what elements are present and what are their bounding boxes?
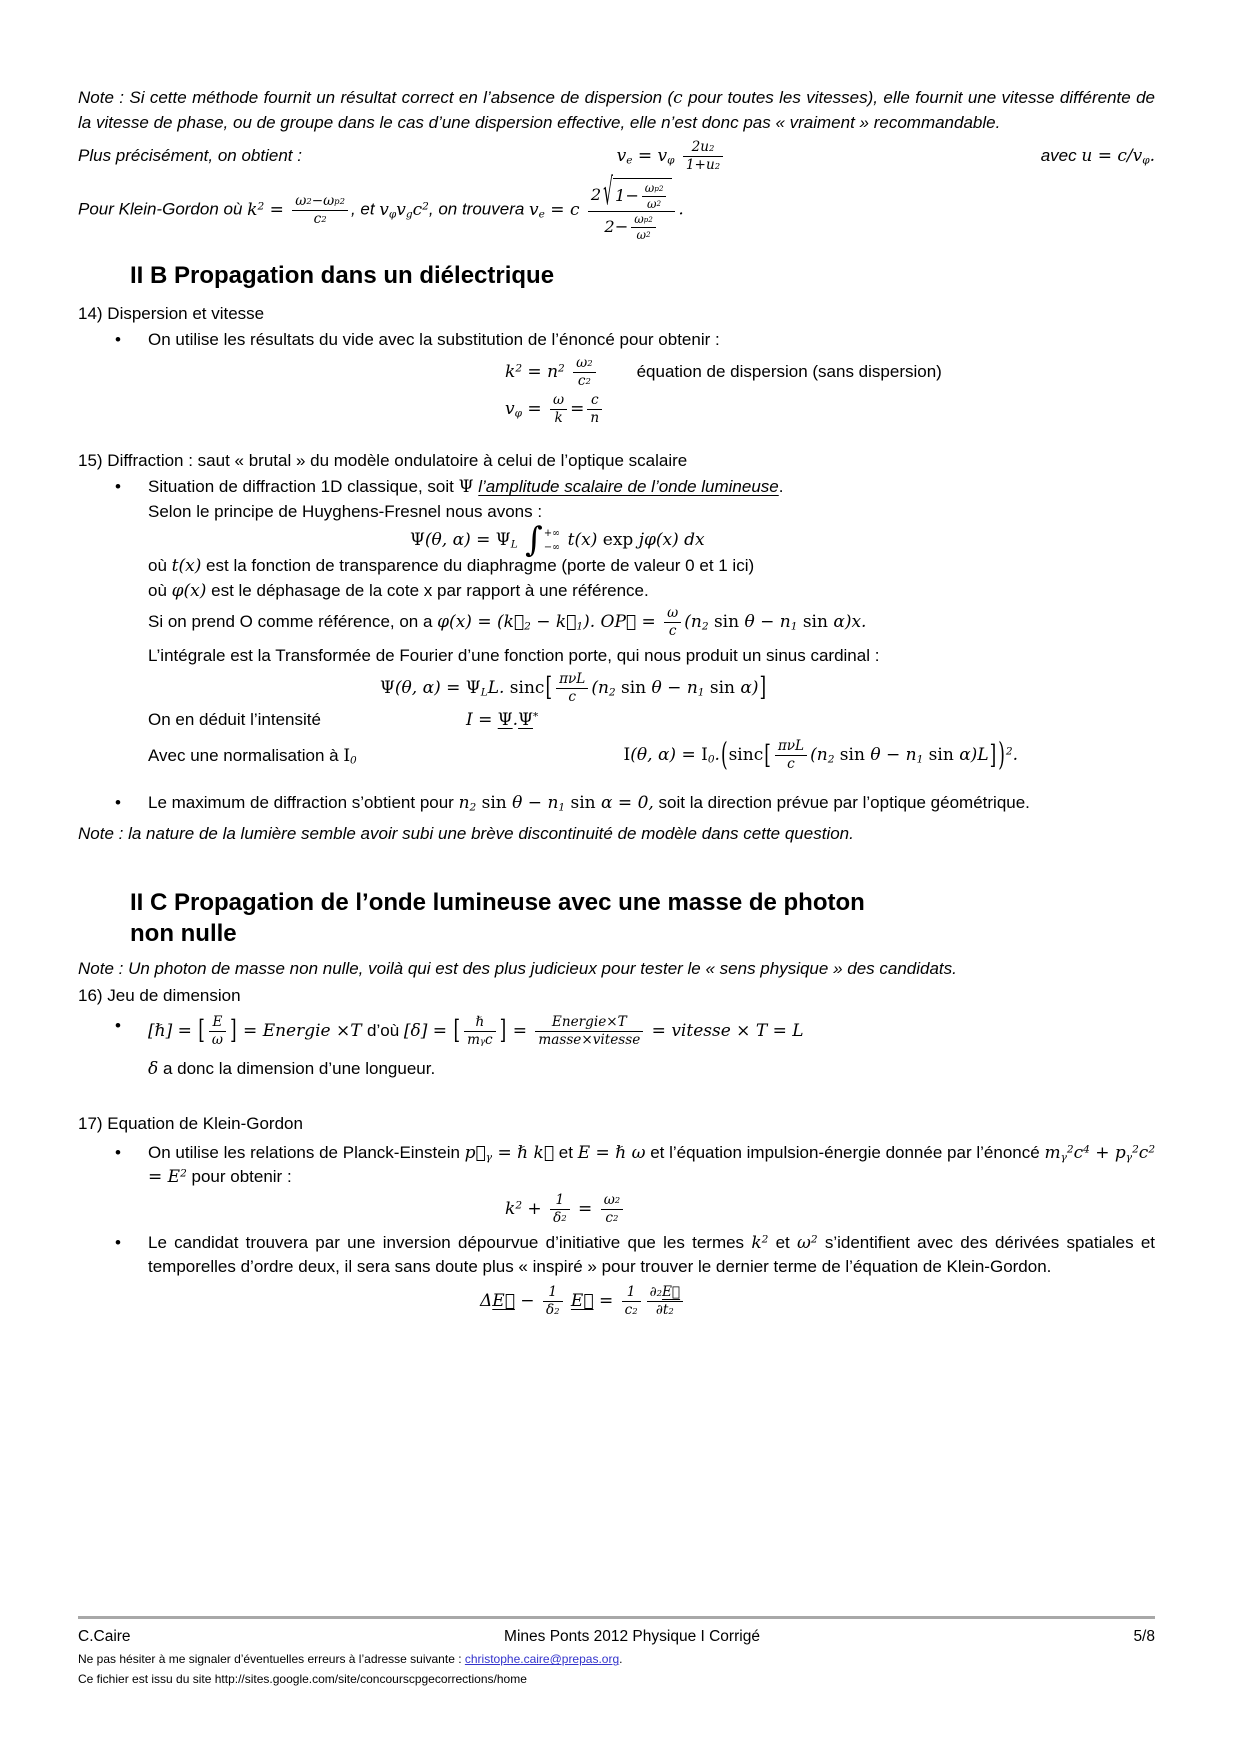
dim-frac-1 xyxy=(209,1014,226,1049)
q15-dephasage-line: où φ(x) est le déphasage de la cote x par rapport à une référence. xyxy=(148,580,649,601)
equation-huyghens-integral xyxy=(148,519,1155,560)
question-17-label: 17) Equation de Klein-Gordon xyxy=(78,1113,303,1133)
footer-author: C.Caire xyxy=(78,1628,131,1645)
dim-hbar: [ℏ] = xyxy=(148,1021,198,1042)
square-root xyxy=(603,170,672,214)
plus-label: Plus précisément, on obtient : xyxy=(78,146,302,166)
q15-ref-text: Si on prend O comme référence, on a xyxy=(148,612,438,632)
kg-num-lead: 2 xyxy=(590,184,602,204)
frac-num: Energie×T xyxy=(535,1014,643,1032)
eq2-note: équation de dispersion (sans dispersion) xyxy=(636,361,942,381)
equation-klein-gordon-dispersion xyxy=(148,1192,1155,1227)
radicand xyxy=(613,178,672,211)
q15-fourier-line: L’intégrale est la Transformée de Fourier d’une fonction porte, qui nous produit un sinus cardinal : xyxy=(148,646,880,666)
frac-den: c xyxy=(668,623,677,640)
bullet-q17a xyxy=(78,1141,1155,1227)
integral-upper-limit: +∞ xyxy=(543,527,561,539)
kg-main-num xyxy=(588,170,676,214)
eq-ve-lhs: $v_e = v_\varphi$ xyxy=(616,146,675,167)
kg-den-fraction xyxy=(631,212,656,242)
frac-num: πνL xyxy=(556,671,588,689)
footer-contact-text: Ne pas hésiter à me signaler d’éventuelles erreurs à l’adresse suivante : xyxy=(78,1652,465,1667)
eq7-period: . xyxy=(1012,745,1018,766)
frac-num: ω xyxy=(664,605,681,623)
dim-frac-2 xyxy=(464,1014,496,1049)
bullet-q17b xyxy=(78,1231,1155,1319)
klein-gordon-line xyxy=(78,170,1155,242)
bullet-q16 xyxy=(78,1014,1155,1082)
frac-num: πνL xyxy=(775,738,807,756)
frac-num: ω 2 −ω p 2 xyxy=(292,193,348,211)
frac-den: c 2 xyxy=(313,210,327,227)
eq5-fraction xyxy=(556,671,588,706)
bullet-icon: • xyxy=(115,1016,121,1036)
dim-equals: = xyxy=(507,1021,533,1042)
right-paren: ) xyxy=(998,736,1005,774)
eq5-pre: Ψ(θ, $\alpha) = \Psi_LL$. sinc xyxy=(380,677,545,699)
q15-normalisation-label: Avec une normalisation à $I_0$ xyxy=(148,745,357,766)
kg-den-lead: 2− xyxy=(604,217,629,237)
footer-contact-line xyxy=(78,1651,1155,1667)
footer-title: Mines Ponts 2012 Physique I Corrigé xyxy=(504,1628,760,1645)
kg-main-fraction xyxy=(588,170,676,242)
frac-num: ω 2 xyxy=(573,355,595,373)
note-photon: Note : Un photon de masse non nulle, voilà qui est des plus judicieux pour tester le « sens physique » des candidats. xyxy=(78,959,957,979)
section-title-IIB: II B Propagation dans un diélectrique xyxy=(130,262,555,290)
bullet-icon: • xyxy=(115,1232,121,1252)
q15-maximum-line: Le maximum de diffraction s’obtient pour $n_2$ $\sin \theta - n_1$ sin α = 0, soit la direction prévue par l’optique géométrique. xyxy=(148,793,1030,814)
left-bracket: [ xyxy=(198,1015,205,1047)
integral-sign: ∫ xyxy=(525,519,543,560)
bullet-q17a-content xyxy=(148,1141,1155,1227)
frac-den: ω xyxy=(211,1032,223,1049)
frac-num: ω 2 xyxy=(601,1192,623,1210)
q17-candidat-line: Le candidat trouvera par une inversion dépourvue d’initiative que les termes $k^2$ et $\omega^2$ s’identifient avec des dérivées spatiales et temporelles d’ordre deux, il sera sans doute plus « inspiré » pour trouver le dernier terme de l’équation de Klein-Gordon. xyxy=(148,1232,1155,1277)
kg-frac-1 xyxy=(292,193,348,228)
section-IIC-line1: II C Propagation de l’onde lumineuse avec une masse de photon xyxy=(130,888,865,916)
q16-longueur-line: δ a donc la dimension d’une longueur. xyxy=(148,1059,436,1080)
frac-num: E xyxy=(209,1014,226,1032)
eq2-lhs: $k^2 = n^2$ xyxy=(505,361,565,382)
frac-den: 1+u 2 xyxy=(685,157,721,174)
footer-row xyxy=(78,1626,1155,1648)
bullet-q15a-content xyxy=(148,475,1155,773)
frac-den: ω 2 xyxy=(636,227,651,242)
right-bracket: ] xyxy=(759,672,767,704)
kg-ve: $v_e = c$ xyxy=(529,199,585,221)
frac-den: ω 2 xyxy=(647,196,662,211)
kg-k2: $k^2$ = xyxy=(247,199,290,220)
frac-den: c 2 xyxy=(624,1302,638,1319)
q15-omega-c-fraction xyxy=(664,605,681,640)
note-dispersion: Note : Si cette méthode fournit un résultat correct en l’absence de dispersion (c pour toutes les vitesses), elle fournit une vitesse différente de la vitesse de phase, ou de groupe dans le cas d’une dispersion effective, elle n’est donc pas « vraiment » recommandable. xyxy=(78,88,1155,132)
dim-energie: = Energie ×T xyxy=(237,1021,368,1042)
right-bracket: ] xyxy=(230,1015,237,1047)
integral-lower-limit: −∞ xyxy=(543,542,561,554)
right-bracket: ] xyxy=(989,739,997,771)
note-lumiere: Note : la nature de la lumière semble avoir subi une brève discontinuité de modèle dans cette question. xyxy=(78,824,854,843)
frac-den: c 2 xyxy=(577,372,591,389)
frac-den: masse×vitesse xyxy=(538,1032,641,1049)
plus-precisement-row xyxy=(78,139,1155,174)
footer-source-line: Ce fichier est issu du site http://sites.google.com/site/concourscpgecorrections/home xyxy=(78,1671,527,1686)
radical-sign: √ xyxy=(603,170,613,214)
q15-transparence-line: où t(x) est la fonction de transparence du diaphragme (porte de valeur 0 et 1 ici) xyxy=(148,555,755,576)
frac-den: ∂t 2 xyxy=(655,1302,674,1319)
q17-planck-line: On utilise les relations de Planck-Einstein $p⃗_\gamma$ = ℏ k⃗ et E = ℏ ω et l’équation impulsion-énergie donnée par l’énoncé $m_\gamma^2c^4 + p_\gamma^2c^2 = E^2$ pour obtenir : xyxy=(148,1142,1156,1188)
eq3-frac-2 xyxy=(587,392,602,427)
q15-phi-eq: $\varphi(x) = (k⃗_2$ − $k⃗_1$). OP⃗ = xyxy=(437,612,662,633)
q15-intensity-row xyxy=(148,708,1155,733)
dim-dou: d’où xyxy=(367,1021,404,1041)
frac-num: 1 xyxy=(622,1284,641,1302)
bullet-icon: • xyxy=(115,1142,121,1162)
frac-num: 1 xyxy=(543,1284,563,1302)
footer-contact-suffix: . xyxy=(619,1652,623,1667)
page-footer xyxy=(78,1616,1155,1687)
equation-dispersion xyxy=(148,355,1155,390)
left-bracket: [ xyxy=(764,739,771,771)
bullet-icon: • xyxy=(115,477,121,497)
eq3-lhs: $v_\varphi$ = xyxy=(505,398,548,420)
section-title-IIC xyxy=(130,887,1155,949)
bullet-icon: • xyxy=(115,793,121,813)
q15-reference-line xyxy=(148,605,1155,640)
eq8-lhs: $k^2$ + xyxy=(505,1198,548,1219)
integral-limits xyxy=(543,527,560,554)
eq4-post: t(x) exp jφ(x) dx xyxy=(562,529,705,550)
eq7-square: 2 xyxy=(1005,746,1013,759)
footer-email-link[interactable]: christophe.caire@prepas.org xyxy=(464,1652,620,1667)
frac-den: n xyxy=(590,409,600,426)
radicand-pre: 1− xyxy=(614,186,639,206)
kg-period: . xyxy=(678,199,684,220)
frac-den: δ 2 xyxy=(553,1209,567,1226)
footer-page-number: 5/8 xyxy=(1133,1628,1155,1645)
q15-normalisation-row xyxy=(148,738,1155,773)
eq9-p1: ΔE⃗ − xyxy=(480,1291,540,1312)
kg-main-den xyxy=(588,212,676,242)
frac-num: 2u 2 xyxy=(683,139,723,157)
equation-ve xyxy=(617,139,726,174)
eq9-frac-2 xyxy=(622,1284,641,1319)
footer-rule xyxy=(78,1616,1155,1619)
left-bracket: [ xyxy=(453,1015,461,1047)
dim-vitesse: = vitesse × T = L xyxy=(646,1021,804,1042)
frac-num: ℏ xyxy=(464,1014,496,1032)
q15-huyghens-line: Selon le principe de Huyghens-Fresnel nous avons : xyxy=(148,502,543,522)
q15-intensity-label: On en déduit l’intensité xyxy=(148,709,321,729)
equation-intensity: I = Ψ.Ψ* xyxy=(465,709,539,730)
frac-den: δ 2 xyxy=(545,1302,560,1319)
frac-den: c 2 xyxy=(605,1209,619,1226)
frac-num: c xyxy=(587,392,602,410)
right-bracket: ] xyxy=(499,1015,507,1047)
frac-num: ∂ 2 E⃗ xyxy=(647,1284,683,1302)
eq3-frac-1 xyxy=(550,392,567,427)
bullet-q15b xyxy=(78,791,1155,816)
frac-num: 1 xyxy=(550,1192,570,1210)
kg-text-1: Pour Klein-Gordon où xyxy=(78,199,248,219)
q14-line: On utilise les résultats du vide avec la substitution de l’énoncé pour obtenir : xyxy=(148,330,720,350)
kg-vvg: $v_\varphi v_gc^2$ xyxy=(379,199,429,221)
eq2-fraction xyxy=(573,355,595,390)
bullet-q16-content xyxy=(148,1014,1155,1082)
eq8-frac-1 xyxy=(550,1192,570,1227)
q15-phi-post: ($n_2$ $\sin \theta - n_1$ sin α)x. xyxy=(684,612,867,633)
frac-den: m γ c xyxy=(467,1032,493,1049)
eq9-frac-3 xyxy=(647,1284,683,1319)
eq9-p2: E⃗ = xyxy=(570,1291,619,1312)
question-15-label: 15) Diffraction : saut « brutal » du modèle ondulatoire à celui de l’optique scalaire xyxy=(78,450,688,470)
frac-den: c xyxy=(787,756,795,773)
eq7-fraction xyxy=(775,738,807,773)
left-bracket: [ xyxy=(545,672,553,704)
question-14-label: 14) Dispersion et vitesse xyxy=(78,303,265,323)
bullet-q15a xyxy=(78,475,1155,773)
equation-dimension xyxy=(148,1014,1155,1049)
equation-klein-gordon-final xyxy=(148,1284,1155,1319)
eq5-post: ($n_2$ $\sin \theta - n_1$ sin α) xyxy=(591,677,759,699)
frac-num: ω p 2 xyxy=(631,212,656,228)
frac-num: ω xyxy=(550,392,567,410)
bullet-q14 xyxy=(78,328,1155,427)
eq9-frac-1 xyxy=(543,1284,563,1319)
dim-frac-3 xyxy=(535,1014,643,1049)
eq7-post: ($n_2$ $\sin \theta - n_1$ sin α)L xyxy=(810,745,989,766)
eq8-mid: = xyxy=(572,1198,598,1219)
eq3-mid: = xyxy=(570,398,585,419)
eq8-frac-2 xyxy=(601,1192,623,1227)
eq-ve-fraction xyxy=(683,139,723,174)
equation-sinc xyxy=(148,671,1155,706)
kg-text-3: , on trouvera xyxy=(428,199,530,219)
q15-situation-line: Situation de diffraction 1D classique, soit Ψ l’amplitude scalaire de l’onde lumineuse. xyxy=(148,477,784,498)
frac-num: ω p 2 xyxy=(642,181,667,197)
dim-delta: [δ] = xyxy=(403,1021,453,1042)
eq7-sinc: sinc xyxy=(728,745,764,766)
equation-intensity-normalized xyxy=(624,738,1018,773)
bullet-q15b-content xyxy=(148,791,1155,816)
integral xyxy=(525,519,561,560)
equation-vphase xyxy=(148,392,1155,427)
frac-den: c xyxy=(568,688,576,705)
radicand-fraction xyxy=(642,181,667,211)
section-IIC-line2: non nulle xyxy=(130,919,237,947)
bullet-q14-content xyxy=(148,328,1155,427)
left-paren: ( xyxy=(720,736,728,774)
frac-den: k xyxy=(554,409,563,426)
avec-u: avec $u = c/v_\varphi$. xyxy=(1040,146,1155,167)
kg-text-2: , et xyxy=(350,199,380,219)
question-16-label: 16) Jeu de dimension xyxy=(78,985,241,1005)
bullet-q17b-content xyxy=(148,1231,1155,1319)
bullet-icon: • xyxy=(115,330,121,350)
eq4-pre: Ψ(θ, $\alpha) = \Psi_L$ xyxy=(410,529,518,551)
eq7-pre: I(θ, $\alpha) = I_0$. xyxy=(623,745,720,766)
